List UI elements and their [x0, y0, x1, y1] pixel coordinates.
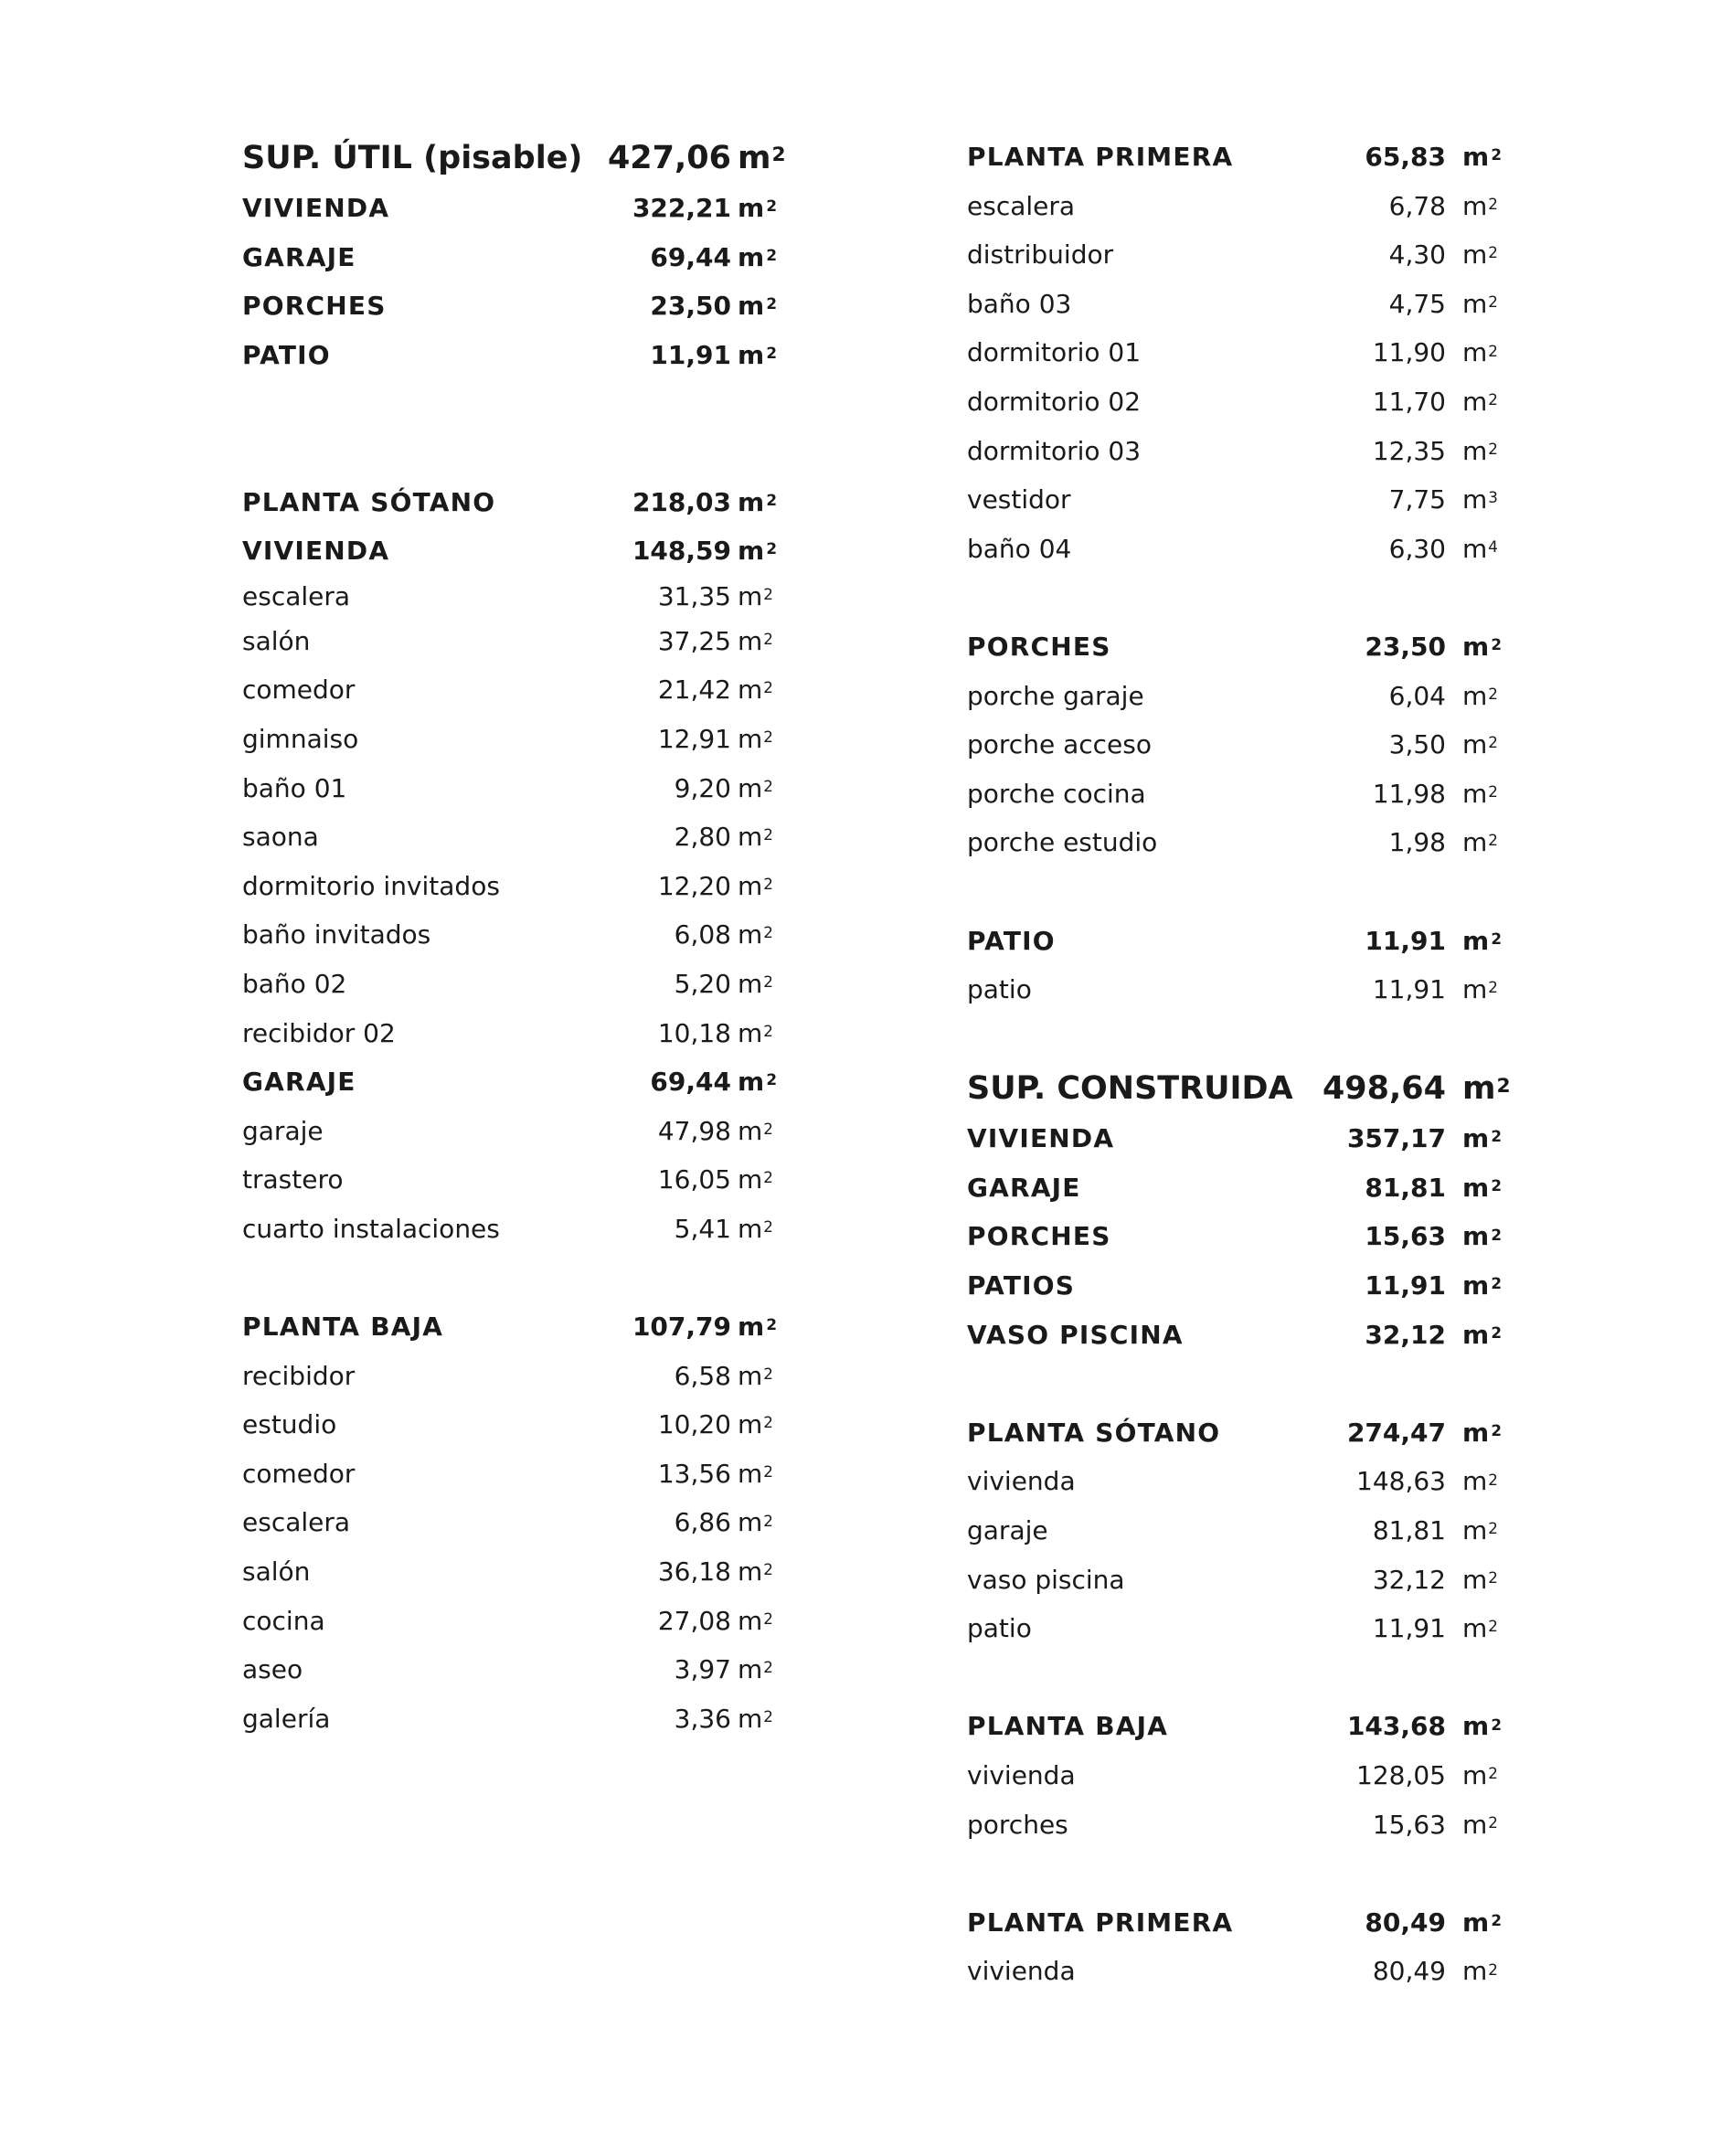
row-value: 143,68 [1346, 1711, 1446, 1742]
row-value: 6,78 [1388, 190, 1446, 221]
room-row [242, 1547, 786, 1597]
row-unit: $m^2$ [738, 1605, 773, 1636]
section-heading [967, 1408, 1503, 1458]
row-label: dormitorio invitados [242, 870, 500, 901]
row-unit: $m^2$ [738, 1703, 773, 1734]
room-row [967, 965, 1497, 1014]
row-unit: $m^2$ [738, 1213, 773, 1244]
row-value: 218,03 [632, 486, 731, 517]
row-value: 3,36 [674, 1703, 731, 1734]
row-label: vaso piscina [967, 1564, 1125, 1595]
room-row [967, 1751, 1497, 1800]
row-unit: $m^2$ [738, 919, 773, 951]
room-row [242, 764, 786, 813]
row-unit: $m^2$ [738, 580, 773, 611]
room-row [967, 770, 1497, 819]
row-label: comedor [242, 674, 356, 706]
summary-row [242, 184, 786, 233]
row-unit: $m^2$ [1462, 1123, 1503, 1154]
row-label: GARAJE [242, 1067, 356, 1098]
row-label: galería [242, 1703, 331, 1734]
room-row [967, 818, 1497, 867]
row-value: 15,63 [1372, 1809, 1446, 1840]
row-value: 148,63 [1356, 1466, 1446, 1497]
row-label: PATIO [242, 339, 331, 370]
row-unit: $m^2$ [738, 772, 773, 803]
room-row [242, 1597, 786, 1646]
row-value: 32,12 [1372, 1564, 1446, 1595]
row-label: baño 02 [242, 968, 347, 999]
row-unit: $m^2$ [1462, 1613, 1498, 1644]
row-unit: $m^2$ [1462, 1711, 1503, 1742]
row-value: 11,70 [1372, 386, 1446, 417]
spacer [242, 379, 786, 429]
row-unit: $m^2$ [738, 1017, 773, 1048]
row-label: PLANTA SÓTANO [967, 1417, 1221, 1448]
spacer [242, 1253, 786, 1302]
spacer [967, 573, 1497, 622]
row-label: GARAJE [967, 1172, 1081, 1203]
row-label: patio [967, 1613, 1032, 1644]
row-value: 11,98 [1372, 778, 1446, 809]
row-label: porches [967, 1809, 1068, 1840]
subsection-heading [242, 1057, 786, 1107]
row-value: 4,30 [1388, 239, 1446, 271]
room-row [242, 862, 786, 911]
room-row [967, 427, 1497, 476]
row-value: 11,90 [1372, 337, 1446, 368]
spacer [242, 429, 786, 478]
row-label: salón [242, 1556, 311, 1588]
row-unit: $m^2$ [1462, 1417, 1503, 1448]
row-unit: $m^2$ [1462, 1070, 1511, 1108]
row-label: PATIO [967, 925, 1056, 956]
row-label: gimnaiso [242, 723, 359, 754]
row-unit: $m^2$ [738, 1556, 773, 1588]
row-label: dormitorio 02 [967, 386, 1142, 417]
row-value: 357,17 [1346, 1123, 1446, 1154]
row-value: 47,98 [657, 1115, 731, 1146]
row-unit: $m^2$ [738, 1360, 773, 1391]
row-unit: $m^2$ [738, 822, 773, 853]
room-row [242, 617, 786, 666]
row-label: salón [242, 625, 311, 656]
left-column [242, 133, 786, 1743]
row-unit: $m^2$ [738, 486, 779, 517]
row-unit: $m^2$ [738, 1164, 773, 1195]
row-unit: $m^4$ [1462, 533, 1498, 564]
row-label: PLANTA SÓTANO [242, 486, 496, 517]
section-heading [967, 1702, 1503, 1751]
row-unit: $m^2$ [1462, 386, 1498, 417]
row-value: 3,97 [674, 1654, 731, 1685]
row-unit: $m^2$ [1462, 288, 1498, 319]
row-unit: $m^2$ [1462, 1906, 1503, 1938]
row-unit: $m^2$ [1462, 1172, 1503, 1203]
room-row [242, 1009, 786, 1058]
row-value: 322,21 [632, 193, 731, 223]
room-row [967, 1556, 1497, 1605]
row-unit: $m^2$ [738, 1067, 779, 1098]
row-unit: $m^2$ [1462, 1221, 1503, 1252]
section-heading [242, 478, 786, 527]
row-label: cocina [242, 1605, 325, 1636]
row-label: recibidor [242, 1360, 356, 1391]
row-value: 13,56 [657, 1458, 731, 1489]
row-label: PLANTA BAJA [242, 1312, 444, 1343]
room-row [242, 910, 786, 960]
spacer [967, 1849, 1497, 1898]
row-value: 27,08 [657, 1605, 731, 1636]
row-label: SUP. CONSTRUIDA [967, 1070, 1293, 1108]
row-value: 10,18 [657, 1017, 731, 1048]
row-label: vivienda [967, 1956, 1076, 1987]
row-value: 9,20 [674, 772, 731, 803]
row-label: porche garaje [967, 680, 1144, 711]
row-unit: $m^2$ [1462, 1466, 1498, 1497]
row-unit: $m^2$ [738, 1458, 773, 1489]
subsection-heading [242, 526, 786, 576]
row-label: VASO PISCINA [967, 1319, 1184, 1350]
room-row [967, 1947, 1497, 1996]
row-label: escalera [242, 1507, 351, 1538]
row-label: recibidor 02 [242, 1017, 396, 1048]
row-value: 6,04 [1388, 680, 1446, 711]
row-label: baño 03 [967, 288, 1072, 319]
row-value: 11,91 [650, 339, 731, 370]
row-value: 11,91 [1372, 1613, 1446, 1644]
row-label: VIVIENDA [242, 193, 390, 223]
room-row [242, 1450, 786, 1499]
row-unit: $m^2$ [1462, 1319, 1503, 1350]
room-row [967, 1457, 1497, 1506]
row-unit: $m^2$ [738, 674, 773, 706]
room-row [967, 475, 1497, 525]
row-value: 31,35 [657, 580, 731, 611]
summary-row [967, 1311, 1503, 1360]
spacer [967, 1014, 1497, 1064]
room-row [967, 280, 1497, 329]
row-unit: $m^2$ [738, 968, 773, 999]
row-value: 36,18 [657, 1556, 731, 1588]
row-value: 12,20 [657, 870, 731, 901]
summary-row [967, 1212, 1503, 1261]
row-unit: $m^2$ [738, 140, 786, 176]
row-value: 23,50 [1365, 631, 1446, 662]
row-label: comedor [242, 1458, 356, 1489]
row-unit: $m^2$ [738, 870, 773, 901]
section-heading [967, 622, 1503, 672]
row-unit: $m^2$ [1462, 1515, 1498, 1546]
room-row [242, 812, 786, 862]
row-unit: $m^2$ [738, 1409, 773, 1440]
row-value: 11,91 [1372, 974, 1446, 1005]
row-label: VIVIENDA [242, 536, 390, 567]
row-label: estudio [242, 1409, 337, 1440]
row-unit: $m^2$ [738, 1312, 779, 1343]
row-value: 3,50 [1388, 729, 1446, 760]
row-label: aseo [242, 1654, 303, 1685]
row-label: saona [242, 822, 319, 853]
row-unit: $m^2$ [1462, 142, 1503, 172]
spacer [967, 867, 1497, 917]
row-label: vivienda [967, 1466, 1076, 1497]
row-unit: $m^2$ [738, 625, 773, 656]
row-label: baño 01 [242, 772, 347, 803]
row-label: PORCHES [967, 631, 1111, 662]
row-unit: $m^2$ [1462, 631, 1503, 662]
spacer [967, 1359, 1497, 1408]
row-label: SUP. ÚTIL (pisable) [242, 140, 583, 176]
room-row [242, 1155, 786, 1205]
row-value: 6,58 [674, 1360, 731, 1391]
row-value: 128,05 [1356, 1760, 1446, 1790]
row-unit: $m^2$ [738, 1654, 773, 1685]
spacer [967, 1653, 1497, 1703]
room-row [967, 1506, 1497, 1556]
row-label: porche acceso [967, 729, 1152, 760]
row-label: distribuidor [967, 239, 1114, 271]
row-unit: $m^2$ [1462, 974, 1498, 1005]
row-unit: $m^2$ [1462, 1809, 1498, 1840]
row-unit: $m^2$ [738, 1507, 773, 1538]
row-unit: $m^2$ [738, 536, 779, 567]
row-value: 498,64 [1322, 1070, 1446, 1108]
row-label: GARAJE [242, 241, 356, 272]
summary-row [967, 1163, 1503, 1213]
row-value: 16,05 [657, 1164, 731, 1195]
row-unit: $m^2$ [1462, 925, 1503, 956]
section-heading [242, 1302, 786, 1352]
row-unit: $m^2$ [1462, 778, 1498, 809]
row-value: 6,30 [1388, 533, 1446, 564]
room-row [242, 960, 786, 1009]
row-unit: $m^2$ [1462, 1760, 1498, 1790]
room-row [242, 576, 786, 617]
room-row [967, 182, 1497, 231]
row-value: 11,91 [1365, 925, 1446, 956]
row-unit: $m^2$ [1462, 1564, 1498, 1595]
row-value: 274,47 [1346, 1417, 1446, 1448]
row-value: 4,75 [1388, 288, 1446, 319]
room-row [967, 525, 1497, 574]
row-label: vivienda [967, 1760, 1076, 1790]
row-label: porche cocina [967, 778, 1146, 809]
row-unit: $m^2$ [738, 1115, 773, 1146]
right-column [967, 133, 1511, 1996]
row-label: baño 04 [967, 533, 1072, 564]
summary-row [242, 281, 786, 331]
row-unit: $m^2$ [1462, 1270, 1503, 1301]
row-unit: $m^2$ [738, 241, 779, 272]
row-label: dormitorio 03 [967, 435, 1142, 466]
row-value: 5,41 [674, 1213, 731, 1244]
row-unit: $m^2$ [1462, 337, 1498, 368]
row-unit: $m^2$ [1462, 1956, 1498, 1987]
row-value: 1,98 [1388, 827, 1446, 858]
row-value: 12,91 [657, 723, 731, 754]
row-label: PORCHES [242, 291, 387, 322]
room-row [967, 230, 1497, 280]
row-value: 6,08 [674, 919, 731, 951]
row-value: 81,81 [1372, 1515, 1446, 1546]
row-unit: $m^2$ [1462, 680, 1498, 711]
row-unit: $m^2$ [1462, 729, 1498, 760]
row-value: 427,06 [607, 140, 731, 176]
row-label: escalera [967, 190, 1076, 221]
row-label: cuarto instalaciones [242, 1213, 500, 1244]
summary-row [967, 1261, 1503, 1311]
room-row [242, 1107, 786, 1156]
row-value: 80,49 [1365, 1906, 1446, 1938]
row-value: 32,12 [1365, 1319, 1446, 1350]
row-label: porche estudio [967, 827, 1158, 858]
room-row [967, 672, 1497, 721]
room-row [242, 1694, 786, 1744]
row-value: 6,86 [674, 1507, 731, 1538]
room-row [242, 1205, 786, 1254]
row-value: 148,59 [632, 536, 731, 567]
row-value: 23,50 [650, 291, 731, 322]
row-label: baño invitados [242, 919, 431, 951]
row-unit: $m^2$ [738, 291, 779, 322]
room-row [967, 1604, 1497, 1653]
row-label: PORCHES [967, 1221, 1111, 1252]
row-value: 15,63 [1365, 1221, 1446, 1252]
row-unit: $m^2$ [1462, 190, 1498, 221]
row-unit: $m^2$ [738, 723, 773, 754]
row-unit: $m^2$ [1462, 435, 1498, 466]
row-label: patio [967, 974, 1032, 1005]
summary-row [242, 233, 786, 282]
row-label: vestidor [967, 484, 1071, 515]
row-unit: $m^3$ [1462, 484, 1498, 515]
row-unit: $m^2$ [738, 339, 779, 370]
section-heading [967, 1898, 1503, 1948]
row-label: garaje [967, 1515, 1048, 1546]
row-value: 69,44 [650, 1067, 731, 1098]
room-row [242, 715, 786, 764]
row-value: 80,49 [1372, 1956, 1446, 1987]
row-value: 11,91 [1365, 1270, 1446, 1301]
summary-row [967, 1114, 1503, 1163]
summary-row [242, 331, 786, 380]
room-row [242, 1498, 786, 1547]
row-value: 107,79 [632, 1312, 731, 1343]
row-unit: $m^2$ [738, 193, 779, 223]
row-unit: $m^2$ [1462, 827, 1498, 858]
sup-util-title-row [242, 133, 786, 184]
row-label: PATIOS [967, 1270, 1076, 1301]
row-label: dormitorio 01 [967, 337, 1142, 368]
row-value: 69,44 [650, 241, 731, 272]
room-row [967, 377, 1497, 427]
sup-construida-title-row [967, 1063, 1511, 1114]
room-row [242, 1352, 786, 1401]
row-label: VIVIENDA [967, 1123, 1115, 1154]
row-label: PLANTA PRIMERA [967, 1906, 1234, 1938]
room-row [967, 1800, 1497, 1850]
row-value: 21,42 [657, 674, 731, 706]
row-value: 10,20 [657, 1409, 731, 1440]
row-value: 81,81 [1365, 1172, 1446, 1203]
room-row [242, 1400, 786, 1450]
row-value: 12,35 [1372, 435, 1446, 466]
row-value: 2,80 [674, 822, 731, 853]
row-label: garaje [242, 1115, 324, 1146]
section-heading [967, 133, 1503, 182]
row-label: escalera [242, 580, 351, 611]
section-heading [967, 917, 1503, 966]
row-value: 5,20 [674, 968, 731, 999]
row-label: trastero [242, 1164, 344, 1195]
row-label: PLANTA PRIMERA [967, 142, 1234, 172]
room-row [242, 665, 786, 715]
room-row [967, 720, 1497, 770]
room-row [242, 1645, 786, 1694]
row-value: 7,75 [1388, 484, 1446, 515]
row-value: 65,83 [1365, 142, 1446, 172]
row-value: 37,25 [657, 625, 731, 656]
row-unit: $m^2$ [1462, 239, 1498, 271]
room-row [967, 328, 1497, 377]
row-label: PLANTA BAJA [967, 1711, 1169, 1742]
